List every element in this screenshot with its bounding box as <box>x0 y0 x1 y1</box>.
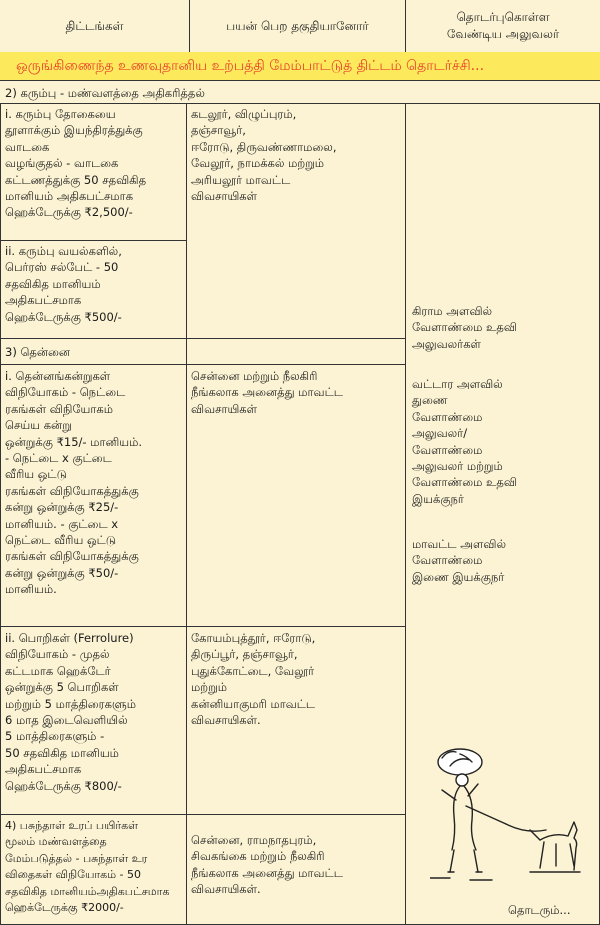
contact-block-level: வட்டார அளவில் துணை வேளாண்மை அலுவலர்/ வேளாண்மை அலுவலர் மற்றும் வேளாண்மை உதவி இயக்குநர் <box>412 377 517 506</box>
scheme-ferrolure-traps: ii. பொறிகள் (Ferrolure) விநியோகம் - முதல் கட்டமாக ஹெக்டேர் ஒன்றுக்கு 5 பொறிகள் மற்றும் 5 மாத்திரைகளும் 6 மாத இடைவெளியில் 5 மாத்திரைகளும் - 50 சதவிகித மானியம் அதிகபட்சமாக ஹெக்டேருக்கு ₹800/- <box>5 631 137 793</box>
row-divider-5 <box>0 814 405 815</box>
table-header <box>0 0 600 53</box>
scheme-sugarcane-trash-shredder: i. கரும்பு தோகையை தூளாக்கும் இயந்திரத்துக்கு வாடகை வழங்குதல் - வாடகை கட்டணத்துக்கு 50 சதவிகித மானியம் அதிகபட்சமாக ஹெக்டேருக்கு ₹2,500/- <box>5 107 147 220</box>
eligible-coconut-seedlings: சென்னை மற்றும் நீலகிரி நீங்கலாக அனைத்து மாவட்ட விவசாயிகள் <box>191 369 343 416</box>
scheme-green-manure: 4) பசுந்தாள் உரப் பயிர்கள் மூலம் மண்வளத்தை மேம்படுத்தல் - பசுந்தாள் உர விதைகள் விநியோகம் - 50 சதவிகித மானியம்அதிகபட்சமாக ஹெக்டேருக்கு ₹2000/- <box>5 819 170 915</box>
header-schemes: திட்டங்கள் <box>0 0 190 52</box>
eligible-green-manure: சென்னை, ராமநாதபுரம், சிவகங்கை மற்றும் நீலகிரி நீங்கலாக அனைத்து மாவட்ட விவசாயிகள். <box>191 833 343 897</box>
farmer-walking-with-dog-icon <box>430 740 590 890</box>
scheme-coconut-seedlings: i. தென்னங்கன்றுகள் விநியோகம் - நெட்டை ரகங்கள் விநியோகம் செய்ய கன்று ஒன்றுக்கு ₹15/- மானியம். - நெட்டை x குட்டை வீரிய ஒட்டு ரகங்கள் விநியோகத்துக்கு கன்று ஒன்றுக்கு ₹25/- மானியம். - குட்டை x நெட்டை வீரிய ஒட்டு ரகங்கள் விநியோகத்துக்கு கன்று ஒன்றுக்கு ₹50/- மானியம். <box>5 369 142 597</box>
divider-col2 <box>405 104 406 925</box>
section-sugarcane: 2) கரும்பு - மண்வளத்தை அதிகரித்தல் <box>0 82 600 104</box>
divider-col1 <box>186 104 187 925</box>
header-contact-officer: தொடர்புகொள்ள வேண்டிய அலுவலர் <box>446 10 560 41</box>
contact-district-level: மாவட்ட அளவில் வேளாண்மை இணை இயக்குநர் <box>412 537 507 584</box>
row-divider-2 <box>0 338 405 339</box>
eligible-ferrolure: கோயம்புத்தூர், ஈரோடு, திருப்பூர், தஞ்சாவூர், புதுக்கோட்டை, வேலூர் மற்றும் கன்னியாகுமரி மாவட்ட விவசாயிகள். <box>191 631 316 728</box>
section-coconut: 3) தென்னை <box>5 345 71 359</box>
scheme-banner: ஒருங்கிணைந்த உணவுதானிய உற்பத்தி மேம்பாட்டுத் திட்டம் தொடர்ச்சி... <box>0 52 600 81</box>
row-divider-3 <box>0 364 405 365</box>
row-divider-4 <box>0 626 405 627</box>
header-eligible: பயன் பெற தகுதியானோர் <box>190 0 406 52</box>
eligible-sugarcane: கடலூர், விழுப்புரம், தஞ்சாவூர், ஈரோடு, திருவண்ணாமலை, வேலூர், நாமக்கல் மற்றும் அரியலூர் மாவட்ட விவசாயிகள் <box>191 107 337 204</box>
contact-village-level: கிராம அளவில் வேளாண்மை உதவி அலுவலர்கள் <box>412 304 517 351</box>
scheme-ferrous-sulphate: ii. கரும்பு வயல்களில், பெர்ரஸ் சல்பேட் - 50 சதவிகித மானியம் அதிகபட்சமாக ஹெக்டேருக்கு ₹500/- <box>5 244 122 324</box>
continued-label: தொடரும்... <box>508 903 571 917</box>
